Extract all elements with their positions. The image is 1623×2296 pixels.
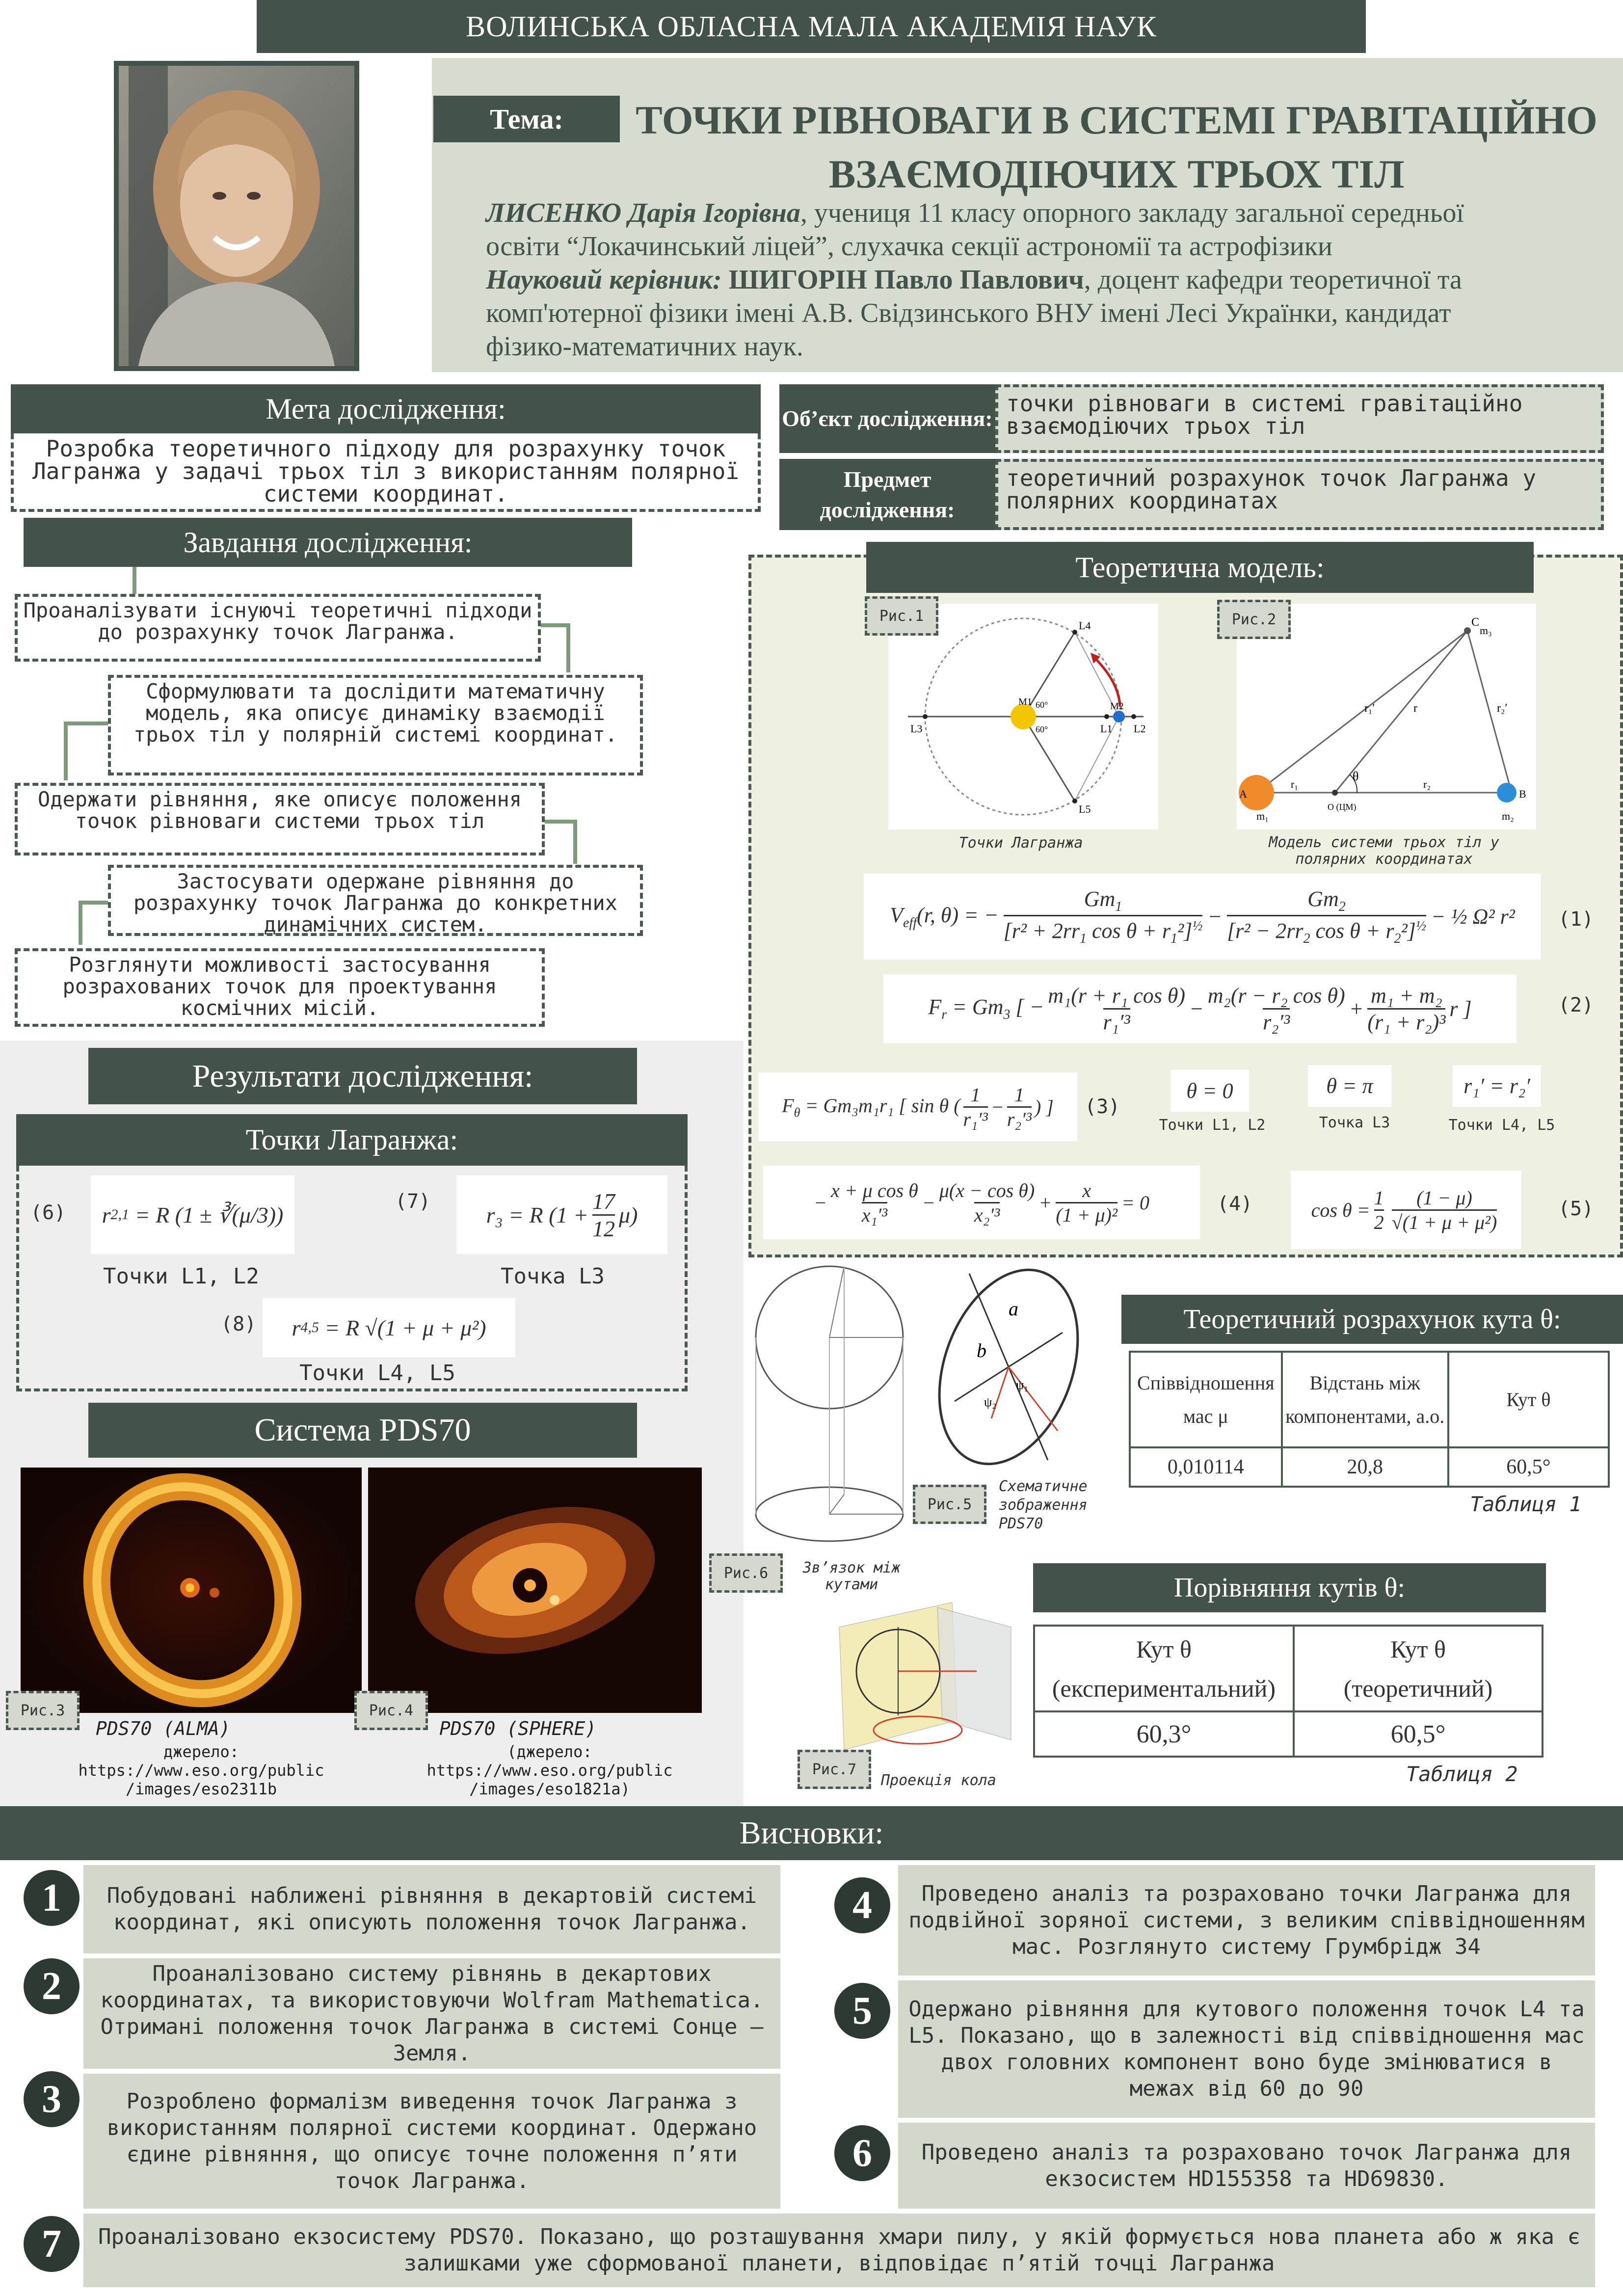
- subject-label: Предмет дослідження:: [779, 459, 995, 530]
- caption-l45: Точки L4, L5: [299, 1361, 455, 1386]
- advisor-desc-1: , доцент кафедри теоретичної та: [1084, 265, 1462, 295]
- eq5-number: (5): [1558, 1198, 1594, 1220]
- equation-3: $F_\theta = Gm_3m_1r_1$ [ sin θ ( 1 r₁′³ − $\frac{1}{\text{r₂′³}}$ ) ]: [758, 1072, 1077, 1141]
- task-arrow-3: [64, 721, 108, 725]
- task-arrow-2b: [566, 623, 570, 672]
- caption-l3: Точка L3: [501, 1264, 605, 1289]
- theta-zero: θ = 0: [1171, 1070, 1249, 1112]
- table1: [1129, 1351, 1610, 1488]
- author-name: ЛИСЕНКО Дарія Ігорівна: [486, 198, 800, 228]
- object-label: Об’єкт дослідження:: [779, 384, 995, 453]
- pds-schematic-diagram: [935, 1259, 1082, 1475]
- svg-text:a: a: [1009, 1298, 1018, 1320]
- task-1: Проаналізувати існуючі теоретичні підходи до розрахунку точок Лагранжа.: [15, 594, 541, 662]
- fig4-source: (джерело: https://www.eso.org/public /images/eso1821a): [426, 1742, 673, 1798]
- advisor-label: Науковий керівник:: [486, 265, 722, 295]
- goal-text: Розробка теоретичного підходу для розрахунку точок Лагранжа у задачі трьох тіл з використанням полярної системи координат.: [11, 433, 761, 512]
- fig3-source: джерело: https://www.eso.org/public /images/eso2311b: [78, 1742, 324, 1798]
- svg-text:r₁: r₁: [1291, 778, 1298, 790]
- results-title: Результати дослідження:: [88, 1048, 637, 1104]
- conclusion-3: Розроблено формалізм виведення точок Лагранжа з використанням полярної системи координат. Одержано єдине рівняння, що описує точне положення п’яти точок Лагранжа.: [83, 2074, 780, 2209]
- svg-text:r: r: [1413, 702, 1417, 715]
- advisor-desc-2: комп'ютерної фізики імені А.В. Свідзинського ВНУ імені Лесі Українки, кандидат: [486, 298, 1451, 328]
- svg-text:L1: L1: [1100, 722, 1113, 735]
- svg-text:m₂: m₂: [1502, 810, 1514, 822]
- equation-8: r 4,5 = R √(1 + μ + μ²): [263, 1298, 515, 1357]
- r-equal: r₁′ = r₂′: [1453, 1065, 1541, 1107]
- fig3-title: PDS70 (ALMA): [96, 1718, 231, 1739]
- conclusion-number-2: 2: [24, 1958, 80, 2014]
- r-equal-caption: Точки L4, L5: [1448, 1117, 1555, 1134]
- svg-text:60°: 60°: [1036, 700, 1048, 710]
- equation-5: cos θ = $\frac{1}{2}$ (1 − μ) √(1 + μ + μ²): [1291, 1171, 1521, 1249]
- fig4-tag: Рис.4: [354, 1691, 428, 1730]
- task-arrow-1: [133, 567, 136, 594]
- svg-text:r₂: r₂: [1423, 778, 1431, 790]
- fig6-caption: Зв’язок між кутами: [802, 1559, 901, 1593]
- table1-header-angle: Кут θ: [1448, 1352, 1609, 1447]
- task-4: Застосувати одержане рівняння до розрахунку точок Лагранжа до конкретних динамічних систем.: [108, 865, 643, 936]
- theta-zero-caption: Точки L1, L2: [1159, 1117, 1266, 1134]
- advisor-desc-3: фізико-математичних наук.: [486, 331, 803, 362]
- conclusion-4: Проведено аналіз та розраховано точки Лагранжа для подвійної зоряної системи, з великим співвідношенням мас. Розглянуто систему Грумбрідж 34: [898, 1865, 1595, 1976]
- table2-cell-theoretical: 60,5°: [1294, 1711, 1543, 1757]
- eq6-number: (6): [30, 1201, 66, 1224]
- svg-text:ψ₂: ψ₂: [984, 1395, 997, 1409]
- equation-7: r₃ = R (1 + $\frac{17}{12}$ μ): [456, 1175, 667, 1254]
- svg-text:L3: L3: [910, 722, 923, 735]
- svg-text:m₁: m₁: [1256, 810, 1269, 822]
- author-photo: [114, 61, 359, 371]
- svg-text:M1: M1: [1018, 696, 1032, 707]
- svg-text:ψ₁: ψ₁: [1016, 1378, 1029, 1392]
- table2-caption: Таблиця 2: [1406, 1762, 1518, 1786]
- conclusion-7: Проаналізовано екзосистему PDS70. Показано, що розташування хмари пилу, у якій формується нова планета або ж яка є залишками уже сформованої планети, відповідає п’ятій точці Лагранжа: [83, 2214, 1595, 2287]
- table2-cell-experimental: 60,3°: [1034, 1711, 1294, 1757]
- theme-label: Тема:: [433, 96, 620, 142]
- pds-title: Система PDS70: [88, 1403, 637, 1458]
- pds-sphere-picture: [368, 1468, 702, 1713]
- author-desc-1: , учениця 11 класу опорного закладу загальної середньої: [800, 198, 1464, 228]
- pds-alma-image: [21, 1468, 362, 1713]
- task-2: Сформулювати та дослідити математичну модель, яка описує динаміку взаємодії трьох тіл у полярній системі координат.: [108, 675, 643, 775]
- object-text: точки рівноваги в системі гравітаційно взаємодіючих трьох тіл: [995, 384, 1604, 453]
- circle-projection-figure: [829, 1598, 1016, 1764]
- table2-header-theoretical: Кут θ (теоретичний): [1294, 1626, 1543, 1711]
- portrait-image: [119, 66, 354, 366]
- table1-caption: Таблиця 1: [1470, 1492, 1582, 1516]
- conclusion-5: Одержано рівняння для кутового положення точок L4 та L5. Показано, що в залежності від співвідношення мас двох головних компонент воно буде змінюватися в межах від 60 до 90: [898, 1980, 1595, 2118]
- theta-pi: θ = π: [1308, 1065, 1391, 1107]
- fig7-tag: Рис.7: [798, 1750, 871, 1789]
- fig5-tag: Рис.5: [913, 1485, 986, 1524]
- table1-header-mass: Співвідношення мас μ: [1130, 1352, 1282, 1447]
- svg-text:L4: L4: [1079, 619, 1091, 632]
- table1-title: Теоретичний розрахунок кута θ:: [1121, 1295, 1623, 1344]
- pds-alma-picture: [21, 1468, 362, 1713]
- table1-cell-distance: 20,8: [1282, 1447, 1448, 1487]
- pds-schematic-figure: [935, 1259, 1082, 1475]
- fig2-tag: Рис.2: [1217, 600, 1291, 639]
- svg-text:L2: L2: [1134, 722, 1146, 735]
- fig2-caption: Модель системи трьох тіл у полярних координатах: [1269, 834, 1499, 868]
- svg-text:A: A: [1239, 788, 1247, 800]
- author-desc-2: освіти “Локачинський ліцей”, слухачка секції астрономії та астрофізики: [486, 231, 1332, 262]
- svg-text:O (ЦМ): O (ЦМ): [1328, 802, 1357, 812]
- svg-text:θ: θ: [1353, 769, 1359, 783]
- fig1-caption: Точки Лагранжа: [958, 834, 1083, 852]
- fig4-title: PDS70 (SPHERE): [439, 1718, 597, 1739]
- task-arrow-3b: [64, 721, 68, 780]
- conclusion-number-7: 7: [24, 2216, 80, 2272]
- tasks-title: Завдання дослідження:: [24, 518, 632, 567]
- org-banner: ВОЛИНСЬКА ОБЛАСНА МАЛА АКАДЕМІЯ НАУК: [257, 0, 1366, 53]
- angles-relation-diagram: [746, 1264, 913, 1558]
- title-line-1: ТОЧКИ РІВНОВАГИ В СИСТЕМІ ГРАВІТАЦІЙНО: [636, 98, 1597, 142]
- svg-text:r₂′: r₂′: [1497, 702, 1508, 715]
- equation-4: − $\frac{\text{x + μ cos θ}}{\text{x₁′³}}$ − $\frac{\text{μ(x − cos θ)}}{\text{x₂′³}}$ + $\frac{x}{\text{(1 + μ)²}}$ = 0: [763, 1166, 1200, 1239]
- task-arrow-5b: [79, 901, 82, 945]
- equation-1: $V_{eff}(r$, θ) = − $\frac{Gm_1}{[r^2 + 2rr_1 \cos \theta + r_1^2]^{\frac{1}{2}}}$ − $\frac{Gm_2}{[r^2 - 2rr_2 \cos \theta + r_2^2]^{\frac{1}{2}}}$ − ½ Ω² r²: [864, 874, 1541, 960]
- eq4-number: (4): [1217, 1193, 1253, 1215]
- advisor-name: ШИГОРІН Павло Павлович: [721, 265, 1084, 295]
- fig3-tag: Рис.3: [6, 1691, 80, 1730]
- task-3: Одержати рівняння, яке описує положення точок рівноваги системи трьох тіл: [15, 783, 545, 855]
- fig6-tag: Рис.6: [709, 1553, 783, 1593]
- conclusion-number-3: 3: [24, 2071, 80, 2127]
- task-arrow-4: [545, 820, 577, 824]
- conclusion-2: Проаналізовано систему рівнянь в декартових координатах, та використовуючи Wolfram Mathematica. Отримані положення точок Лагранжа в системі Сонце – Земля.: [83, 1958, 780, 2069]
- task-arrow-5: [79, 901, 108, 905]
- task-arrow-2: [541, 623, 570, 627]
- conclusion-1: Побудовані наближені рівняння в декартовій системі координат, які описують положення точок Лагранжа.: [83, 1865, 780, 1953]
- poster-title: [626, 93, 1607, 201]
- subject-text: теоретичний розрахунок точок Лагранжа у полярних координатах: [995, 459, 1604, 530]
- svg-text:60°: 60°: [1036, 724, 1048, 734]
- eq3-number: (3): [1085, 1095, 1120, 1118]
- circle-projection-diagram: [829, 1598, 1016, 1764]
- conclusion-number-1: 1: [24, 1870, 80, 1926]
- eq8-number: (8): [221, 1313, 257, 1335]
- title-line-2: ВЗАЄМОДІЮЧИХ ТРЬОХ ТІЛ: [828, 152, 1405, 196]
- conclusion-number-6: 6: [834, 2125, 890, 2181]
- theta-pi-caption: Точка L3: [1319, 1114, 1390, 1131]
- fig7-caption: Проекція кола: [881, 1772, 996, 1789]
- svg-text:r₁′: r₁′: [1364, 702, 1375, 715]
- svg-text:B: B: [1519, 788, 1526, 800]
- task-5: Розглянути можливості застосування розрахованих точок для проектування космічних місій.: [15, 948, 545, 1027]
- lagrange-title: Точки Лагранжа:: [16, 1114, 688, 1166]
- fig1-tag: Рис.1: [865, 596, 938, 636]
- author-block: [486, 196, 1615, 363]
- svg-text:C: C: [1471, 616, 1480, 629]
- svg-text:L5: L5: [1079, 803, 1091, 815]
- svg-text:M2: M2: [1110, 701, 1124, 712]
- table2-header-experimental: Кут θ (експериментальний): [1034, 1626, 1294, 1711]
- fig5-caption: Схематичне зображення PDS70: [999, 1478, 1088, 1532]
- conclusions-title: Висновки:: [0, 1806, 1623, 1860]
- equation-6: r 2,1 = R (1 ± ∛(μ/3)): [91, 1175, 294, 1254]
- svg-text:m₃: m₃: [1480, 624, 1492, 637]
- model-title: Теоретична модель:: [866, 542, 1534, 593]
- goal-title: Мета дослідження:: [11, 384, 761, 433]
- table2: [1033, 1625, 1543, 1758]
- conclusion-number-5: 5: [834, 1983, 890, 2039]
- lagrange-figure: [888, 604, 1158, 829]
- table1-header-distance: Відстань між компонентами, а.о.: [1282, 1352, 1448, 1447]
- equation-2: $F_r = Gm_3$ [ − $\frac{\text{m₁(r + r₁ cos θ)}}{\text{r₁′³}}$ − $\frac{\text{m₂(r − r₂ cos θ)}}{\text{r₂′³}}$ + $\frac{\text{m₁ + m₂}}{\text{(r₁ + r₂)³}}$ r ]: [883, 974, 1517, 1043]
- conclusion-number-4: 4: [834, 1877, 890, 1933]
- eq1-number: (1): [1558, 908, 1594, 931]
- angles-figure: [746, 1264, 913, 1558]
- lagrange-points-diagram: [888, 604, 1158, 829]
- table1-cell-mass: 0,010114: [1130, 1447, 1282, 1487]
- svg-text:b: b: [977, 1339, 986, 1362]
- eq7-number: (7): [395, 1190, 431, 1213]
- table2-title: Порівняння кутів θ:: [1033, 1563, 1546, 1612]
- caption-l1l2: Точки L1, L2: [103, 1264, 259, 1289]
- eq2-number: (2): [1558, 994, 1594, 1016]
- pds-sphere-image: [368, 1468, 702, 1713]
- conclusion-6: Проведено аналіз та розраховано точок Лагранжа для екзосистем HD155358 та HD69830.: [898, 2123, 1595, 2209]
- table1-cell-angle: 60,5°: [1448, 1447, 1609, 1487]
- task-arrow-4b: [573, 820, 577, 864]
